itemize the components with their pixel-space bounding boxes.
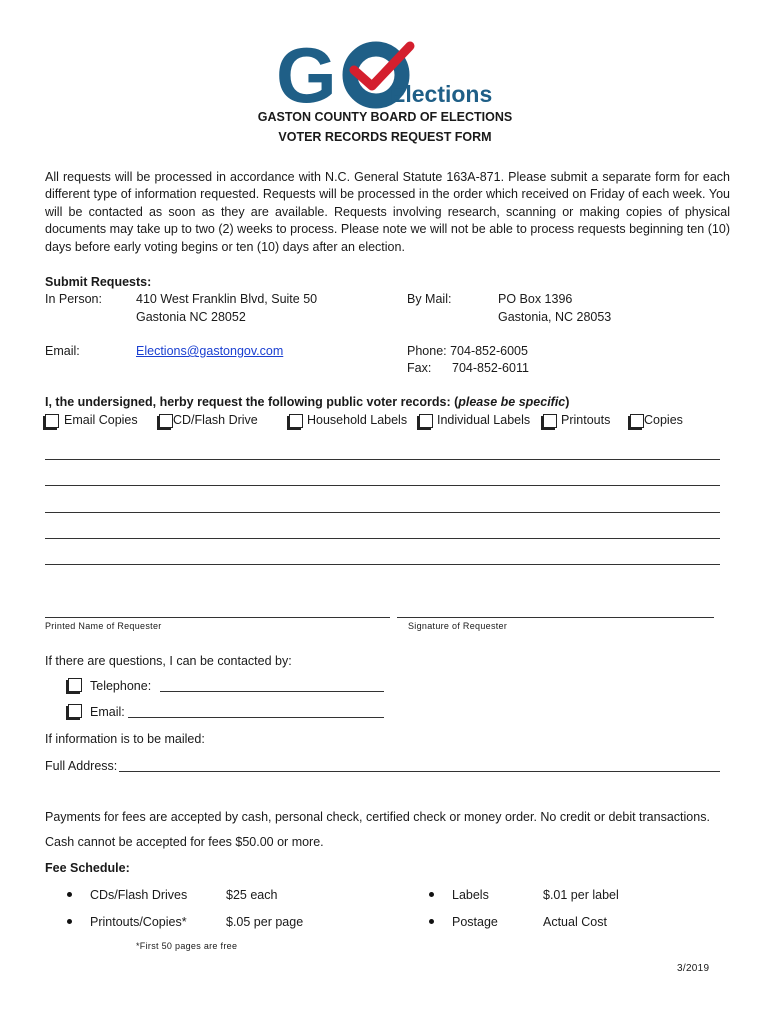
in-person-address-1: 410 West Franklin Blvd, Suite 50 (136, 292, 318, 306)
fee-item-printouts: Printouts/Copies* (90, 915, 187, 929)
fee-item-postage: Postage (452, 915, 498, 929)
printouts-checkbox[interactable] (543, 414, 557, 428)
printed-name-line[interactable] (45, 617, 390, 618)
request-statement-emphasis: please be specific (458, 395, 566, 409)
email-copies-label: Email Copies (64, 413, 138, 427)
signature-caption: Signature of Requester (408, 621, 508, 631)
mail-address-2: Gastonia, NC 28053 (498, 310, 612, 324)
fee-footnote: *First 50 pages are free (136, 941, 238, 951)
go-elections-logo-graphic (276, 40, 496, 110)
request-statement (45, 393, 569, 411)
intro-paragraph: All requests will be processed in accordance with N.C. General Statute 163A-871. Please submit a separate form for each different type of information requested. Requests will be processed in the order which received on Friday of each week. You will be contacted as soon as they are available. Requests involving research, scanning or making copies of physical documents may take up to two (2) weeks to process. Please note we will not be able to process requests beginning ten (10) days before early voting begins or ten (10) days after an election. (45, 170, 730, 254)
logo (276, 40, 496, 110)
request-detail-line-5[interactable] (45, 564, 720, 565)
fax-number: 704-852-6011 (452, 361, 529, 375)
fee-item-cds: CDs/Flash Drives (90, 888, 188, 902)
mailed-heading: If information is to be mailed: (45, 732, 205, 746)
in-person-address-2: Gastonia NC 28052 (136, 310, 246, 324)
cd-flash-drive-label: CD/Flash Drive (173, 413, 258, 427)
logo-elections-word: Elections (390, 81, 493, 107)
request-statement-end: ) (565, 395, 570, 409)
in-person-label: In Person: (45, 292, 102, 306)
request-detail-line-3[interactable] (45, 512, 720, 513)
by-mail-label: By Mail: (407, 292, 452, 306)
fee-price-labels: $.01 per label (543, 888, 619, 902)
form-date: 3/2019 (677, 963, 710, 974)
logo-g: G (276, 40, 337, 110)
contact-heading: If there are questions, I can be contacted by: (45, 654, 292, 668)
email-label: Email: (45, 344, 80, 358)
telephone-label: Telephone: (90, 679, 152, 693)
email-copies-checkbox[interactable] (45, 414, 59, 428)
individual-labels-checkbox[interactable] (419, 414, 433, 428)
fee-price-postage: Actual Cost (543, 915, 607, 929)
email-contact-label: Email: (90, 705, 125, 719)
email-link[interactable]: Elections@gastongov.com (136, 344, 284, 358)
phone-text: Phone: 704-852-6005 (407, 344, 528, 358)
fee-price-cds: $25 each (226, 888, 278, 902)
fee-bullet (67, 919, 72, 924)
payment-line-1: Payments for fees are accepted by cash, personal check, certified check or money order. No credit or debit transactions. (45, 810, 710, 824)
copies-checkbox[interactable] (630, 414, 644, 428)
fee-schedule-heading: Fee Schedule: (45, 861, 130, 875)
request-detail-line-1[interactable] (45, 459, 720, 460)
fee-bullet (67, 892, 72, 897)
fee-bullet (429, 919, 434, 924)
payment-line-2: Cash cannot be accepted for fees $50.00 or more. (45, 835, 324, 849)
fee-price-printouts: $.05 per page (226, 915, 304, 929)
individual-labels-label: Individual Labels (437, 413, 531, 427)
fax-label: Fax: (407, 361, 432, 375)
mail-address-1: PO Box 1396 (498, 292, 573, 306)
email-contact-field[interactable] (128, 717, 384, 718)
request-detail-line-2[interactable] (45, 485, 720, 486)
page-title: GASTON COUNTY BOARD OF ELECTIONS (257, 110, 513, 124)
request-statement-text: I, the undersigned, herby request the following public voter records: ( (45, 395, 459, 409)
fee-item-labels: Labels (452, 888, 489, 902)
copies-label: Copies (644, 413, 683, 427)
printouts-label: Printouts (561, 413, 611, 427)
fee-bullet (429, 892, 434, 897)
full-address-field[interactable] (119, 771, 720, 772)
full-address-label: Full Address: (45, 759, 118, 773)
telephone-checkbox[interactable] (68, 678, 82, 692)
telephone-field[interactable] (160, 691, 384, 692)
signature-line[interactable] (397, 617, 714, 618)
household-labels-checkbox[interactable] (289, 414, 303, 428)
email-contact-checkbox[interactable] (68, 704, 82, 718)
submit-heading: Submit Requests: (45, 275, 152, 289)
printed-name-caption: Printed Name of Requester (45, 621, 162, 631)
cd-flash-drive-checkbox[interactable] (159, 414, 173, 428)
request-detail-line-4[interactable] (45, 538, 720, 539)
household-labels-label: Household Labels (307, 413, 408, 427)
page-subtitle: VOTER RECORDS REQUEST FORM (278, 130, 492, 144)
